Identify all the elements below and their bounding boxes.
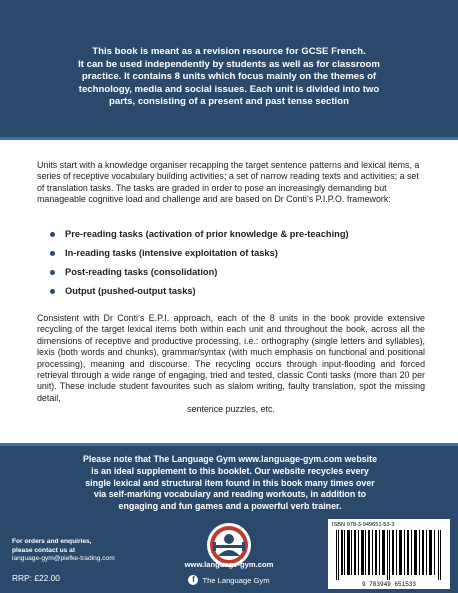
barcode-panel — [328, 519, 450, 589]
units-paragraph: Units start with a knowledge organiser recapping the target sentence patterns and lexical items, a series of receptive vocabulary building activities; a set of narrow reading texts and activities; a set of translation tasks. The tasks are graded in order to pose an increasingly demanding but manageable cognitive load and challenge and are based on Dr Conti’s P.I.P.O. framework: — [37, 160, 420, 205]
note-line: single lexical and structural item found in this book many times over — [85, 477, 375, 488]
bullet-item — [50, 225, 410, 244]
note-line: via self-marking vocabulary and reading workouts, in addition to — [93, 489, 367, 500]
bullet-item — [50, 263, 410, 282]
bullet-dot-icon — [50, 289, 55, 294]
bullet-dot-icon — [50, 232, 55, 237]
note-line: Please note that The Language Gym www.language-gym.com website — [82, 454, 378, 464]
barcode-icon — [334, 530, 444, 580]
epi-paragraph — [37, 313, 425, 416]
contact-email[interactable]: language-gym@piefke-trading.com — [12, 555, 115, 563]
barcode-digits: 9 783949 651533 — [361, 581, 416, 588]
bullet-dot-icon — [50, 251, 55, 256]
intro-line: This book is meant as a revision resource for GCSE French. — [92, 46, 366, 57]
facebook-icon: f — [188, 575, 198, 585]
rrp-price: RRP: £22.00 — [12, 573, 60, 583]
orders-line: For orders and enquiries, — [12, 538, 92, 545]
facebook-label: The Language Gym — [202, 575, 270, 585]
pipo-bullet-list — [50, 225, 410, 301]
bullet-text: Output (pushed-output tasks) — [65, 286, 196, 296]
intro-line: practice. It contains 8 units which focus mainly on the themes of — [81, 71, 377, 83]
note-line: engaging and fun games and a powerful verb trainer. — [118, 501, 342, 512]
intro-line: It can be used independently by students as well as for classroom — [78, 58, 380, 70]
website-note — [36, 454, 424, 513]
epi-paragraph-body: Consistent with Dr Conti’s E.P.I. approach, each of the 8 units in the book provide extensive recycling of the target lexical items both within each unit and throughout the book, across all the dimensions of receptive and productive processing, i.e.: orthography (single letters and syllables), lexis (both words and chunks), grammar/syntax (with much emphasis on functional and positional processing), meaning and discourse. The recycling occurs through input-flooding and forced retrieval through a wide range of engaging, tried and tested, classic Conti tasks (more than 20 per unit). These include student favourites such as slalom writing, faulty translation, spot the missing detail, — [37, 313, 425, 403]
website-url[interactable]: www.language-gym.com — [184, 560, 274, 569]
note-line: is an ideal supplement to this booklet. Our website recycles every — [91, 465, 369, 476]
intro-text — [28, 46, 430, 109]
top-accent-stripe — [0, 137, 458, 140]
orders-contact — [12, 538, 172, 564]
bullet-item — [50, 282, 410, 301]
orders-line: please contact us at — [12, 546, 76, 554]
bullet-text: In-reading tasks (intensive exploitation of tasks) — [65, 248, 278, 258]
isbn-text: ISBN 978-3-949651-53-3 — [332, 522, 395, 528]
facebook-link[interactable] — [170, 575, 288, 585]
bullet-item — [50, 244, 410, 263]
bullet-dot-icon — [50, 270, 55, 275]
intro-line: parts, consisting of a present and past tense section — [109, 96, 349, 108]
bullet-text: Post-reading tasks (consolidation) — [65, 267, 218, 277]
intro-line: technology, media and social issues. Each unit is divided into two — [78, 83, 380, 95]
epi-paragraph-last-line: sentence puzzles, etc. — [187, 404, 275, 415]
bullet-text: Pre-reading tasks (activation of prior knowledge & pre-teaching) — [65, 229, 349, 239]
